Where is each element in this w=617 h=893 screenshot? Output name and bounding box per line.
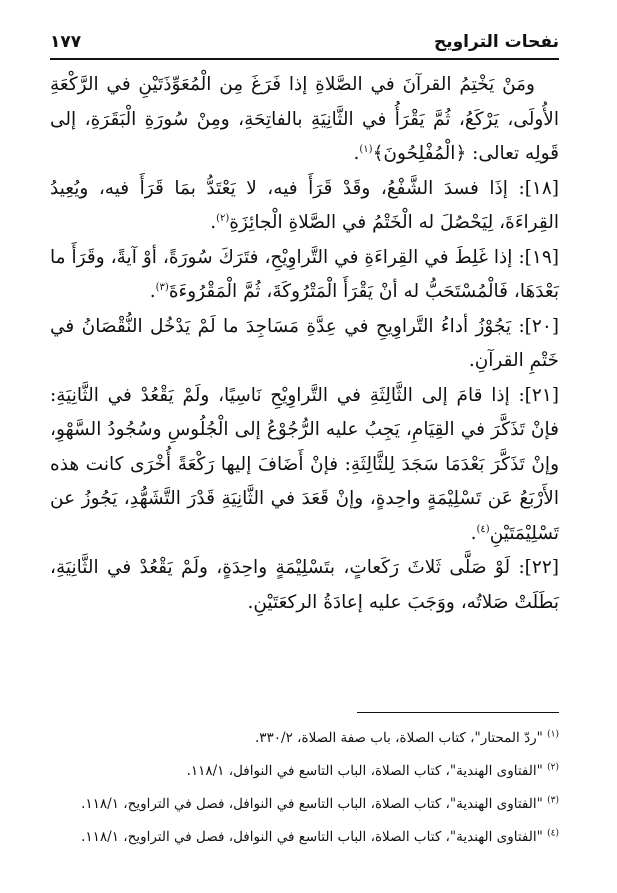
paragraph-text: إذَا فسدَ الشَّفْعُ، وقَدْ قَرَأَ فيه، لا يَعْتَدُّ بمَا قَرَأَ فيه، ويُعِيدُ القِراءَةَ، لِيَحْصُلَ له الْخَتْمُ في الصَّلاةِ الْجائِزَةِ bbox=[50, 177, 559, 233]
paragraph-item-20 bbox=[50, 310, 559, 379]
paragraph-text: إذا قامَ إلى الثَّالِثَةِ في التَّراوِيْحِ نَاسِيًا، ولَمْ يَقْعُدْ في الثَّانِيَةِ: فإنْ تَذَكَّرَ في القِيَامِ، يَجِبُ عليه الرُّجُوْعُ إلى الْجُلُوسِ وسُجُودُ السَّهْوِ، وإنْ تَذَكَّرَ بَعْدَمَا سَجَدَ لِلثَّالِثَةِ: فإنْ أَضَافَ إليها رَكْعَةً أُخْرَى كانت هذه الأَرْبَعُ عَن تَسْلِيْمَةٍ واحِدةٍ، وإنْ قَعَدَ في الثَّانِيَةِ قَدْرَ التَّشَهُّدِ، يَجُوزُ عن تَسْلِيْمَتَيْنِ bbox=[50, 384, 559, 544]
footnote-1 bbox=[50, 722, 559, 755]
paragraph-tail: . bbox=[470, 522, 477, 544]
footnote-2 bbox=[50, 755, 559, 788]
footnote-reference: (٢) bbox=[216, 212, 230, 224]
item-number: [١٨]: bbox=[518, 177, 560, 199]
paragraph-tail: . bbox=[149, 281, 156, 302]
footnote-text: "الفتاوى الهندية"، كتاب الصلاة، الباب التاسع في النوافل، فصل في التراويح، ١١٨/١. bbox=[81, 829, 543, 845]
paragraph-tail: . bbox=[210, 212, 217, 233]
footnote-marker: (٣) bbox=[547, 795, 559, 806]
footnote-3 bbox=[50, 788, 559, 821]
item-number: [١٩]: bbox=[518, 246, 559, 268]
footnote-marker: (١) bbox=[547, 729, 559, 740]
paragraph-text: لَوْ صَلَّى ثَلاثَ رَكَعاتٍ، بتَسْلِيْمَةٍ واحِدَةٍ، ولَمْ يَقْعُدْ في الثَّانِيَةِ، بَطَلَتْ صَلاتُه، ووَجَبَ عليه إعادَةُ الركعَتَيْنِ. bbox=[50, 557, 559, 613]
item-number: [٢٢]: bbox=[518, 557, 559, 578]
paragraph-text: إذا غَلِطَ في القِراءَةِ في التَّراوِيْحِ، فتَرَكَ سُورَةً، أوْ آيةً، وقَرَأَ ما بَعْدَهَا، فَالْمُسْتَحَبُّ له أنْ يَقْرَأَ الْمَتْرُوكَةَ، ثُمَّ الْمَقْرُوءَةَ bbox=[50, 246, 559, 302]
footnote-reference: (٤) bbox=[476, 523, 490, 535]
paragraph-text: يَجُوْزُ أداءُ التَّراوِيحِ في عِدَّةِ مَسَاجِدَ ما لَمْ يَدْخُل النُّقْصَانُ في خَتْمِ القرآنِ. bbox=[50, 315, 559, 371]
paragraph-item-19 bbox=[50, 241, 559, 310]
paragraph-item-22 bbox=[50, 551, 559, 620]
footnote-text: "الفتاوى الهندية"، كتاب الصلاة، الباب التاسع في النوافل، ١١٨/١. bbox=[186, 763, 543, 779]
item-number: [٢٠]: bbox=[518, 315, 559, 337]
item-number: [٢١]: bbox=[518, 384, 559, 406]
footnote-text: "الفتاوى الهندية"، كتاب الصلاة، الباب التاسع في النوافل، فصل في التراويح، ١١٨/١. bbox=[81, 796, 543, 812]
paragraph-item-21 bbox=[50, 379, 559, 552]
footnote-text: "ردّ المحتار"، كتاب الصلاة، باب صفة الصلاة، ٣٣٠/٢. bbox=[254, 730, 543, 746]
footnote-reference: (١) bbox=[359, 143, 373, 155]
footnote-reference: (٣) bbox=[155, 281, 169, 293]
page-header bbox=[50, 26, 559, 56]
footnote-marker: (٤) bbox=[547, 828, 559, 839]
header-rule bbox=[50, 58, 559, 60]
footnotes bbox=[50, 722, 559, 854]
body-text bbox=[50, 68, 559, 620]
paragraph-item-18 bbox=[50, 172, 559, 241]
paragraph-tail: . bbox=[353, 143, 360, 164]
running-title: نفحات التراويح bbox=[433, 32, 559, 52]
footnote-marker: (٢) bbox=[547, 762, 559, 773]
footnote-separator bbox=[357, 712, 559, 713]
page-number: ١٧٧ bbox=[50, 32, 82, 52]
paragraph-intro bbox=[50, 68, 559, 172]
footnote-4 bbox=[50, 821, 559, 854]
paragraph-text: ومَنْ يَخْتِمُ القرآنَ في الصَّلاةِ إذا فَرَغَ مِن الْمُعَوِّذَتَيْنِ في الرَّكْعَةِ الأُولَى، يَرْكَعُ، ثُمَّ يَقْرَأُ في الثَّانِيَةِ بالفاتِحَةِ، ومِنْ سُورَةِ الْبَقَرَةِ، إلى قَولِه تعالى: ﴿الْمُفْلِحُونَ﴾ bbox=[50, 74, 559, 164]
